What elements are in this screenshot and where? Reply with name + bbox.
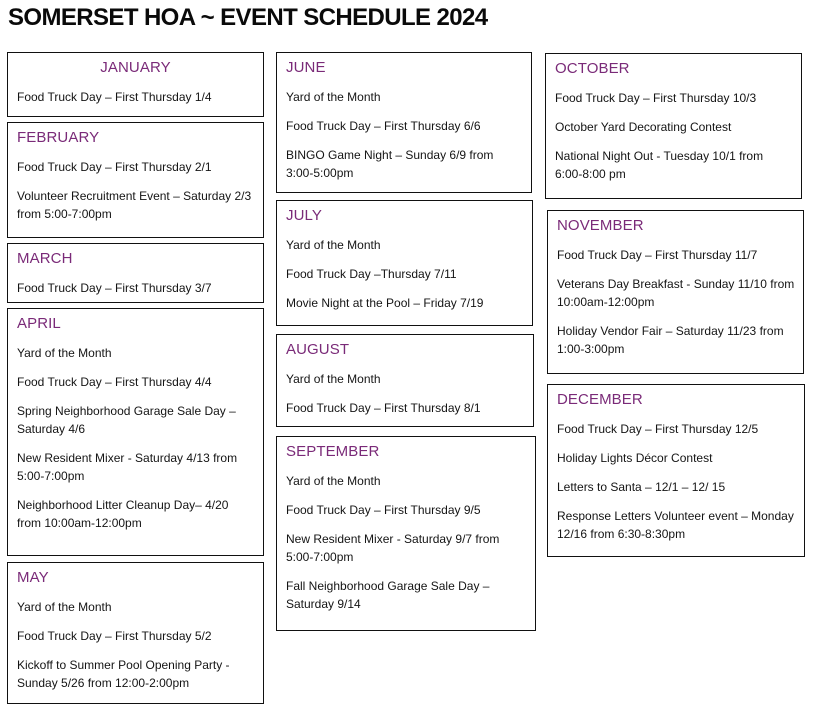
event-item: Yard of the Month — [286, 474, 381, 488]
month-box-april — [7, 308, 264, 556]
month-heading: NOVEMBER — [557, 217, 644, 234]
month-heading: JUNE — [286, 59, 326, 76]
page-title: SOMERSET HOA ~ EVENT SCHEDULE 2024 — [8, 4, 488, 31]
month-box-march — [7, 243, 264, 303]
event-list — [277, 472, 535, 613]
month-heading: OCTOBER — [555, 60, 630, 77]
month-box-february — [7, 122, 264, 238]
event-item: Food Truck Day – First Thursday 8/1 — [286, 401, 481, 415]
event-list — [8, 598, 263, 692]
month-heading: DECEMBER — [557, 391, 643, 408]
event-item: Yard of the Month — [286, 238, 381, 252]
event-item: Holiday Lights Décor Contest — [557, 451, 713, 465]
event-item: Veterans Day Breakfast - Sunday 11/10 from 10:00am-12:00pm — [557, 277, 795, 309]
event-item: Food Truck Day – First Thursday 2/1 — [17, 160, 212, 174]
event-item: Response Letters Volunteer event – Monday 12/16 from 6:30-8:30pm — [557, 509, 794, 541]
month-heading: MAY — [17, 569, 49, 586]
month-box-october — [545, 53, 802, 199]
event-list — [546, 89, 801, 183]
month-box-december — [547, 384, 805, 557]
event-list — [8, 344, 263, 532]
event-list — [277, 236, 532, 312]
event-item: New Resident Mixer - Saturday 4/13 from 5:00-7:00pm — [17, 451, 238, 483]
month-heading: SEPTEMBER — [286, 443, 380, 460]
month-heading: JANUARY — [100, 59, 171, 76]
month-heading: FEBRUARY — [17, 129, 100, 146]
event-item: National Night Out - Tuesday 10/1 from 6:00-8:00 pm — [555, 149, 764, 181]
event-item: Volunteer Recruitment Event – Saturday 2/3 from 5:00-7:00pm — [17, 189, 252, 221]
event-item: Holiday Vendor Fair – Saturday 11/23 from 1:00-3:00pm — [557, 324, 784, 356]
event-list — [8, 158, 263, 223]
event-list — [548, 420, 804, 543]
month-box-november — [547, 210, 804, 374]
event-item: Fall Neighborhood Garage Sale Day – Saturday 9/14 — [286, 579, 490, 611]
month-box-may — [7, 562, 264, 704]
event-item: Neighborhood Litter Cleanup Day– 4/20 from 10:00am-12:00pm — [17, 498, 229, 530]
event-list — [8, 279, 263, 297]
event-item: Yard of the Month — [286, 90, 381, 104]
month-box-september — [276, 436, 536, 631]
month-box-january — [7, 52, 264, 117]
month-heading: APRIL — [17, 315, 61, 332]
event-item: October Yard Decorating Contest — [555, 120, 732, 134]
month-heading: AUGUST — [286, 341, 350, 358]
event-item: Yard of the Month — [286, 372, 381, 386]
event-list — [548, 246, 803, 358]
event-item: Letters to Santa – 12/1 – 12/ 15 — [557, 480, 726, 494]
event-item: New Resident Mixer - Saturday 9/7 from 5:00-7:00pm — [286, 532, 500, 564]
month-box-july — [276, 200, 533, 326]
event-item: Kickoff to Summer Pool Opening Party - Sunday 5/26 from 12:00-2:00pm — [17, 658, 230, 690]
month-heading: MARCH — [17, 250, 73, 267]
event-item: Food Truck Day – First Thursday 1/4 — [17, 90, 212, 104]
event-item: Yard of the Month — [17, 346, 112, 360]
event-item: Food Truck Day – First Thursday 5/2 — [17, 629, 212, 643]
event-item: Food Truck Day – First Thursday 11/7 — [557, 248, 758, 262]
event-list — [277, 370, 533, 417]
event-list — [277, 88, 531, 182]
month-heading: JULY — [286, 207, 322, 224]
event-item: Food Truck Day – First Thursday 12/5 — [557, 422, 759, 436]
month-box-june — [276, 52, 532, 193]
event-list — [8, 88, 263, 106]
event-item: Food Truck Day – First Thursday 10/3 — [555, 91, 757, 105]
event-item: Movie Night at the Pool – Friday 7/19 — [286, 296, 484, 310]
event-item: BINGO Game Night – Sunday 6/9 from 3:00-5:00pm — [286, 148, 494, 180]
event-item: Food Truck Day – First Thursday 4/4 — [17, 375, 212, 389]
event-item: Spring Neighborhood Garage Sale Day – Saturday 4/6 — [17, 404, 236, 436]
event-item: Food Truck Day – First Thursday 6/6 — [286, 119, 481, 133]
event-item: Food Truck Day –Thursday 7/11 — [286, 267, 457, 281]
event-item: Food Truck Day – First Thursday 3/7 — [17, 281, 212, 295]
month-box-august — [276, 334, 534, 427]
event-item: Yard of the Month — [17, 600, 112, 614]
event-item: Food Truck Day – First Thursday 9/5 — [286, 503, 481, 517]
